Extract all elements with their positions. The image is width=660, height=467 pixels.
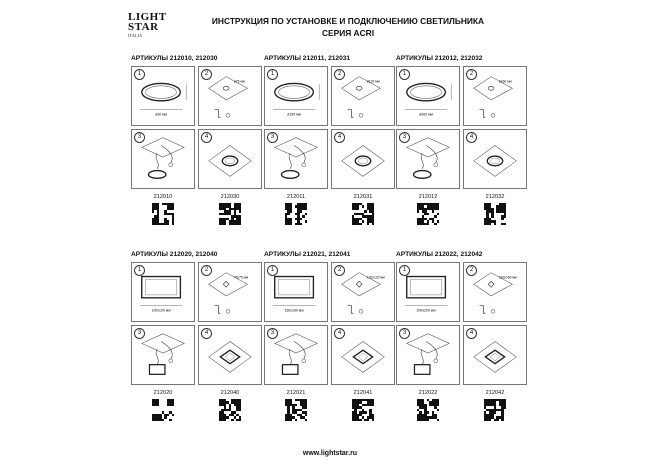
- svg-text:ø200 мм: ø200 мм: [419, 112, 433, 117]
- step-2-panel: [331, 66, 395, 126]
- step-number: 4: [334, 328, 345, 339]
- step-number: 3: [399, 328, 410, 339]
- step-1-panel: [396, 262, 460, 322]
- step-1-panel: [131, 66, 195, 126]
- step-number: 4: [201, 328, 212, 339]
- step-3-panel: [131, 325, 195, 385]
- svg-text:ø150 мм: ø150 мм: [287, 112, 301, 117]
- svg-text:200x200 мм: 200x200 мм: [416, 308, 436, 313]
- article-code-item: [131, 390, 195, 421]
- article-codes: [396, 194, 528, 225]
- product-block: [131, 55, 263, 225]
- article-code-item: [264, 390, 328, 421]
- article-number: 212042: [485, 390, 505, 396]
- qr-code-icon[interactable]: [219, 399, 241, 421]
- step-number: 2: [201, 265, 212, 276]
- website-url: www.lightstar.ru: [302, 450, 358, 457]
- step-2-panel: [331, 262, 395, 322]
- qr-code-icon[interactable]: [285, 399, 307, 421]
- step-4-panel: [331, 129, 395, 189]
- qr-code-icon[interactable]: [285, 203, 307, 225]
- step-number: 3: [267, 328, 278, 339]
- step-1-panel: [396, 66, 460, 126]
- step-4-panel: [463, 129, 527, 189]
- title-line-2: СЕРИЯ ACRI: [321, 28, 375, 38]
- article-number: 212040: [220, 390, 240, 396]
- instruction-steps: [131, 262, 263, 385]
- qr-code-icon[interactable]: [417, 399, 439, 421]
- qr-code-icon[interactable]: [152, 399, 174, 421]
- product-header: АРТИКУЛЫ 212012, 212032: [396, 55, 483, 62]
- step-number: 2: [334, 69, 345, 80]
- step-2-panel: [463, 262, 527, 322]
- article-code-item: [331, 390, 395, 421]
- step-2-panel: [198, 66, 262, 126]
- step-3-panel: [396, 129, 460, 189]
- product-block: [396, 55, 528, 225]
- step-number: 4: [466, 328, 477, 339]
- product-header: АРТИКУЛЫ 212020, 212040: [131, 251, 218, 258]
- step-1-panel: [264, 66, 328, 126]
- step-3-panel: [131, 129, 195, 189]
- product-block: [264, 55, 396, 225]
- svg-text:120x120 мм: 120x120 мм: [366, 275, 385, 280]
- step-number: 1: [267, 69, 278, 80]
- step-3-panel: [264, 325, 328, 385]
- step-number: 4: [201, 132, 212, 143]
- product-block: [131, 251, 263, 421]
- step-number: 3: [134, 132, 145, 143]
- svg-text:ø90 мм: ø90 мм: [155, 112, 167, 117]
- svg-text:100x100 мм: 100x100 мм: [151, 308, 171, 313]
- brand-logo: [128, 11, 167, 38]
- article-code-item: [264, 194, 328, 225]
- step-number: 3: [399, 132, 410, 143]
- product-header: АРТИКУЛЫ 212021, 212041: [264, 251, 351, 258]
- qr-code-icon[interactable]: [152, 203, 174, 225]
- step-number: 2: [466, 69, 477, 80]
- svg-text:ø75 мм: ø75 мм: [233, 79, 245, 84]
- step-number: 1: [134, 265, 145, 276]
- article-code-item: [331, 194, 395, 225]
- article-code-item: [198, 194, 262, 225]
- article-number: 212021: [286, 390, 306, 396]
- step-4-panel: [463, 325, 527, 385]
- step-2-panel: [463, 66, 527, 126]
- step-4-panel: [198, 129, 262, 189]
- article-code-item: [198, 390, 262, 421]
- instruction-steps: [264, 66, 396, 189]
- qr-code-icon[interactable]: [219, 203, 241, 225]
- title-line-1: ИНСТРУКЦИЯ ПО УСТАНОВКЕ И ПОДКЛЮЧЕНИЮ СВЕТИЛЬНИКА: [211, 16, 485, 26]
- article-codes: [131, 194, 263, 225]
- article-code-item: [131, 194, 195, 225]
- instruction-steps: [396, 262, 528, 385]
- step-number: 4: [334, 132, 345, 143]
- qr-code-icon[interactable]: [484, 203, 506, 225]
- step-number: 2: [334, 265, 345, 276]
- product-block: [264, 251, 396, 421]
- article-code-item: [463, 390, 527, 421]
- step-number: 2: [201, 69, 212, 80]
- article-number: 212032: [485, 194, 505, 200]
- article-number: 212010: [153, 194, 173, 200]
- svg-text:ø120 мм: ø120 мм: [366, 79, 380, 84]
- instruction-steps: [264, 262, 396, 385]
- step-1-panel: [264, 262, 328, 322]
- step-4-panel: [198, 325, 262, 385]
- svg-text:160x160 мм: 160x160 мм: [284, 308, 304, 313]
- logo-line-1: LIGHT: [128, 11, 167, 23]
- instruction-steps: [396, 66, 528, 189]
- article-number: 212011: [286, 194, 306, 200]
- qr-code-icon[interactable]: [352, 399, 374, 421]
- step-number: 1: [267, 265, 278, 276]
- article-number: 212012: [418, 194, 438, 200]
- article-code-item: [396, 390, 460, 421]
- qr-code-icon[interactable]: [484, 399, 506, 421]
- svg-text:160x160 мм: 160x160 мм: [498, 275, 517, 280]
- step-number: 1: [399, 265, 410, 276]
- article-number: 212030: [220, 194, 240, 200]
- product-header: АРТИКУЛЫ 212022, 212042: [396, 251, 483, 258]
- article-code-item: [463, 194, 527, 225]
- step-number: 3: [267, 132, 278, 143]
- page-title: [178, 15, 518, 39]
- product-header: АРТИКУЛЫ 212011, 212031: [264, 55, 351, 62]
- article-number: 212031: [353, 194, 373, 200]
- step-3-panel: [264, 129, 328, 189]
- article-number: 212022: [418, 390, 438, 396]
- product-block: [396, 251, 528, 421]
- product-header: АРТИКУЛЫ 212010, 212030: [131, 55, 218, 62]
- logo-line-2: STAR: [128, 21, 159, 33]
- svg-text:ø160 мм: ø160 мм: [498, 79, 512, 84]
- step-number: 1: [134, 69, 145, 80]
- step-4-panel: [331, 325, 395, 385]
- article-codes: [396, 390, 528, 421]
- logo-line-3: ITALIA: [128, 33, 143, 38]
- svg-text:75x75 мм: 75x75 мм: [233, 275, 249, 280]
- qr-code-icon[interactable]: [417, 203, 439, 225]
- step-1-panel: [131, 262, 195, 322]
- step-number: 2: [466, 265, 477, 276]
- article-code-item: [396, 194, 460, 225]
- step-3-panel: [396, 325, 460, 385]
- article-codes: [264, 194, 396, 225]
- article-number: 212041: [353, 390, 373, 396]
- article-codes: [131, 390, 263, 421]
- instruction-steps: [131, 66, 263, 189]
- step-number: 3: [134, 328, 145, 339]
- qr-code-icon[interactable]: [352, 203, 374, 225]
- article-number: 212020: [153, 390, 173, 396]
- step-2-panel: [198, 262, 262, 322]
- step-number: 1: [399, 69, 410, 80]
- step-number: 4: [466, 132, 477, 143]
- article-codes: [264, 390, 396, 421]
